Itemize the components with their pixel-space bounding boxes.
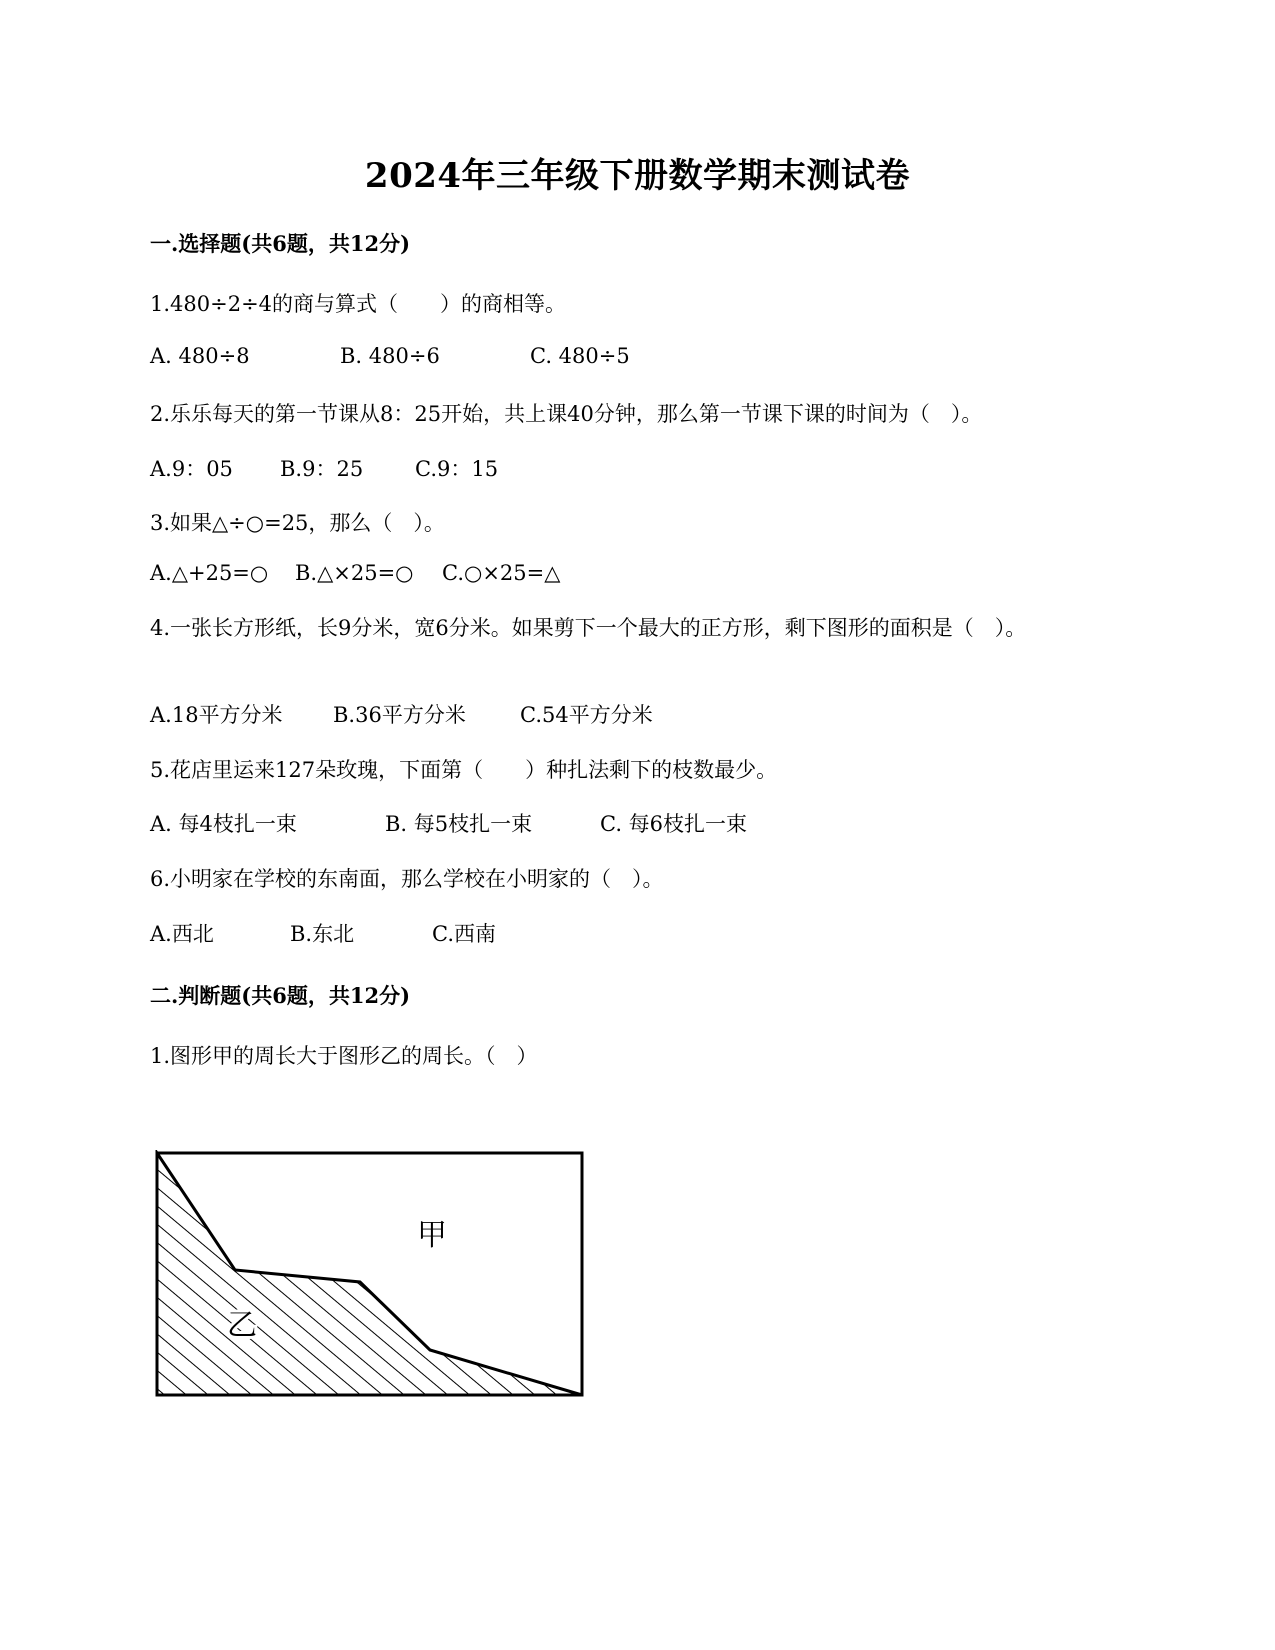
option-a: A.9：05	[150, 457, 233, 481]
option-a: A. 480÷8	[150, 344, 250, 368]
option-a: A.△+25=○	[150, 561, 269, 585]
shape-yi-region	[157, 1153, 582, 1395]
option-c: C. 每6枝扎一束	[600, 812, 748, 836]
option-c: C.西南	[432, 922, 496, 946]
question-judge-1: 1.图形甲的周长大于图形乙的周长。（ ）	[150, 1044, 538, 1068]
option-b: B. 每5枝扎一束	[385, 812, 533, 836]
shape-figure	[155, 1150, 585, 1410]
question-1: 1.480÷2÷4的商与算式（ ）的商相等。	[150, 292, 567, 316]
option-a: A. 每4枝扎一束	[150, 812, 297, 836]
label-jia: 甲	[417, 1218, 447, 1253]
option-b: B.9：25	[280, 457, 364, 481]
option-a: A.西北	[150, 922, 214, 946]
section-heading-choice: 一.选择题(共6题，共12分)	[150, 231, 411, 256]
option-b: B.东北	[290, 922, 355, 946]
option-c: C.○×25=△	[442, 561, 561, 585]
page-title: 2024年三年级下册数学期末测试卷	[364, 156, 911, 196]
option-b: B.△×25=○	[295, 561, 414, 585]
section-heading-judgement: 二.判断题(共6题，共12分)	[150, 983, 411, 1008]
question-2: 2.乐乐每天的第一节课从8：25开始，共上课40分钟，那么第一节课下课的时间为（ ）。	[150, 402, 983, 426]
option-c: C.54平方分米	[520, 703, 653, 727]
question-6: 6.小明家在学校的东南面，那么学校在小明家的（ ）。	[150, 867, 664, 891]
question-5: 5.花店里运来127朵玫瑰，下面第（ ）种扎法剩下的枝数最少。	[150, 758, 778, 782]
label-yi: 乙	[227, 1308, 257, 1343]
option-c: C.9：15	[415, 457, 499, 481]
option-b: B.36平方分米	[333, 703, 466, 727]
question-3: 3.如果△÷○=25，那么（ ）。	[150, 511, 445, 535]
question-4: 4.一张长方形纸，长9分米，宽6分米。如果剪下一个最大的正方形，剩下图形的面积是（ ）。	[150, 616, 1027, 640]
option-a: A.18平方分米	[150, 703, 283, 727]
option-b: B. 480÷6	[340, 344, 440, 368]
option-c: C. 480÷5	[530, 344, 630, 368]
